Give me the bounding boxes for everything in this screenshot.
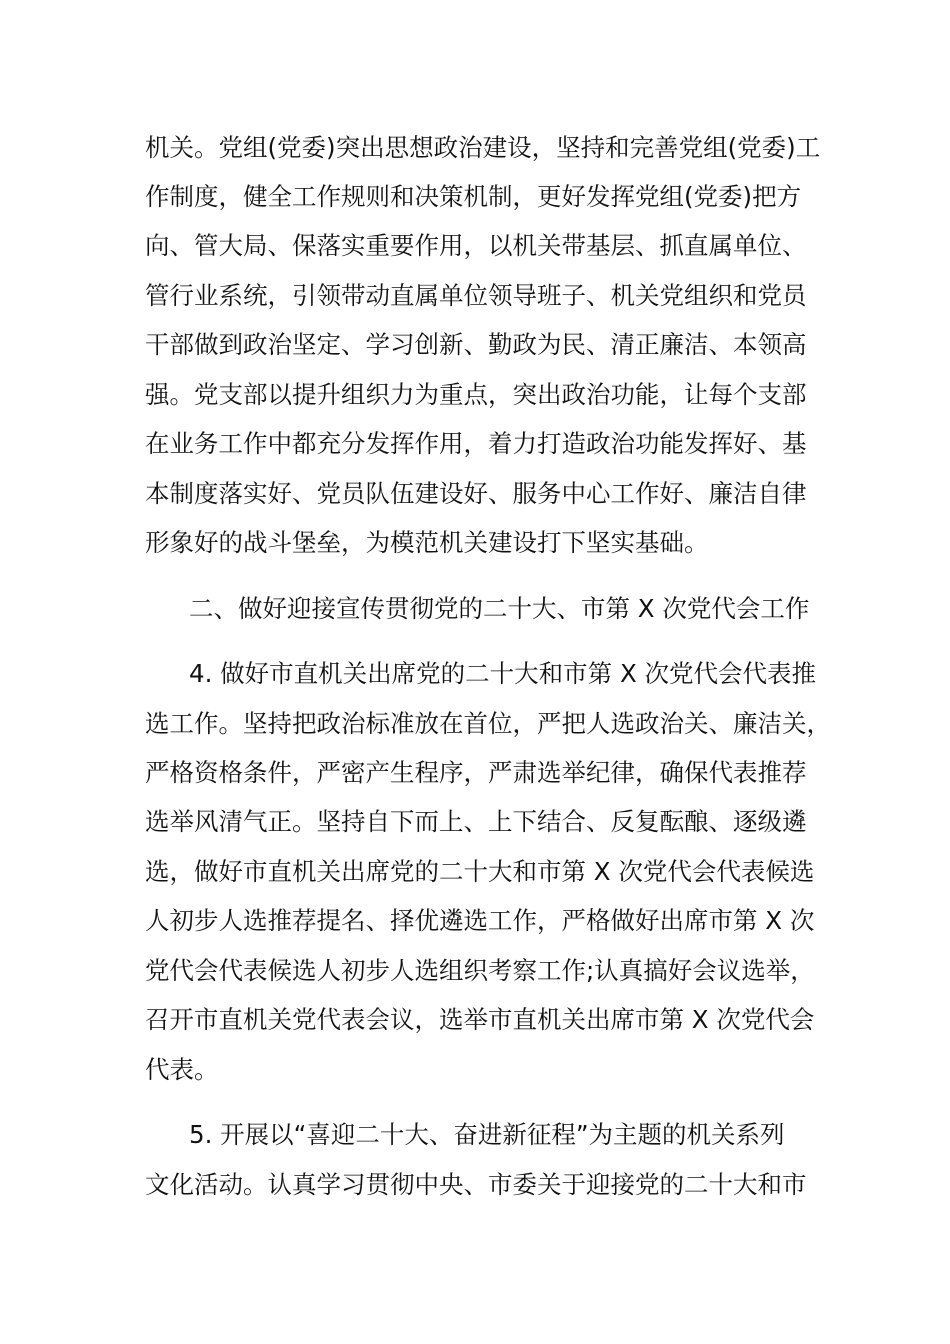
paragraph-1-line-6: 强。党支部以提升组织力为重点，突出政治功能，让每个支部: [145, 380, 807, 409]
paragraph-4-line-9: 代表。: [145, 1055, 219, 1084]
paragraph-4-line-8: 召开市直机关党代表会议，选举市直机关出席市第 X 次党代会: [145, 1005, 815, 1034]
paragraph-1-line-9: 形象好的战斗堡垒，为模范机关建设打下坚实基础。: [145, 528, 709, 557]
paragraph-4-line-2: 选工作。坚持把政治标准放在首位，严把人选政治关、廉洁关，: [145, 709, 831, 738]
paragraph-4-line-3: 严格资格条件，严密产生程序，严肃选举纪律，确保代表推荐: [145, 758, 807, 787]
section-heading: 二、做好迎接宣传贯彻党的二十大、市第 X 次党代会工作: [189, 594, 810, 623]
paragraph-1-line-8: 本制度落实好、党员队伍建设好、服务中心工作好、廉洁自律: [145, 479, 807, 508]
paragraph-5-line-2: 文化活动。认真学习贯彻中央、市委关于迎接党的二十大和市: [145, 1170, 807, 1199]
paragraph-4-line-6: 人初步人选推荐提名、择优遴选工作，严格做好出席市第 X 次: [145, 906, 815, 935]
paragraph-4-line-1: 4. 做好市直机关出席党的二十大和市第 X 次党代会代表推: [189, 659, 817, 688]
paragraph-1-line-2: 作制度，健全工作规则和决策机制，更好发挥党组(党委)把方: [145, 182, 802, 211]
paragraph-1-line-7: 在业务工作中都充分发挥作用，着力打造政治功能发挥好、基: [145, 429, 807, 458]
paragraph-1-line-5: 干部做到政治坚定、学习创新、勤政为民、清正廉洁、本领高: [145, 330, 807, 359]
paragraph-1-line-4: 管行业系统，引领带动直属单位领导班子、机关党组织和党员: [145, 281, 807, 310]
paragraph-1-line-3: 向、管大局、保落实重要作用，以机关带基层、抓直属单位、: [145, 231, 807, 260]
paragraph-5-line-1: 5. 开展以“喜迎二十大、奋进新征程”为主题的机关系列: [189, 1120, 785, 1149]
paragraph-1-line-1: 机关。党组(党委)突出思想政治建设，坚持和完善党组(党委)工: [145, 133, 821, 162]
paragraph-4-line-5: 选，做好市直机关出席党的二十大和市第 X 次党代会代表候选: [145, 857, 815, 886]
paragraph-4-line-7: 党代会代表候选人初步人选组织考察工作;认真搞好会议选举，: [145, 956, 815, 985]
paragraph-4-line-4: 选举风清气正。坚持自下而上、上下结合、反复酝酿、逐级遴: [145, 807, 807, 836]
